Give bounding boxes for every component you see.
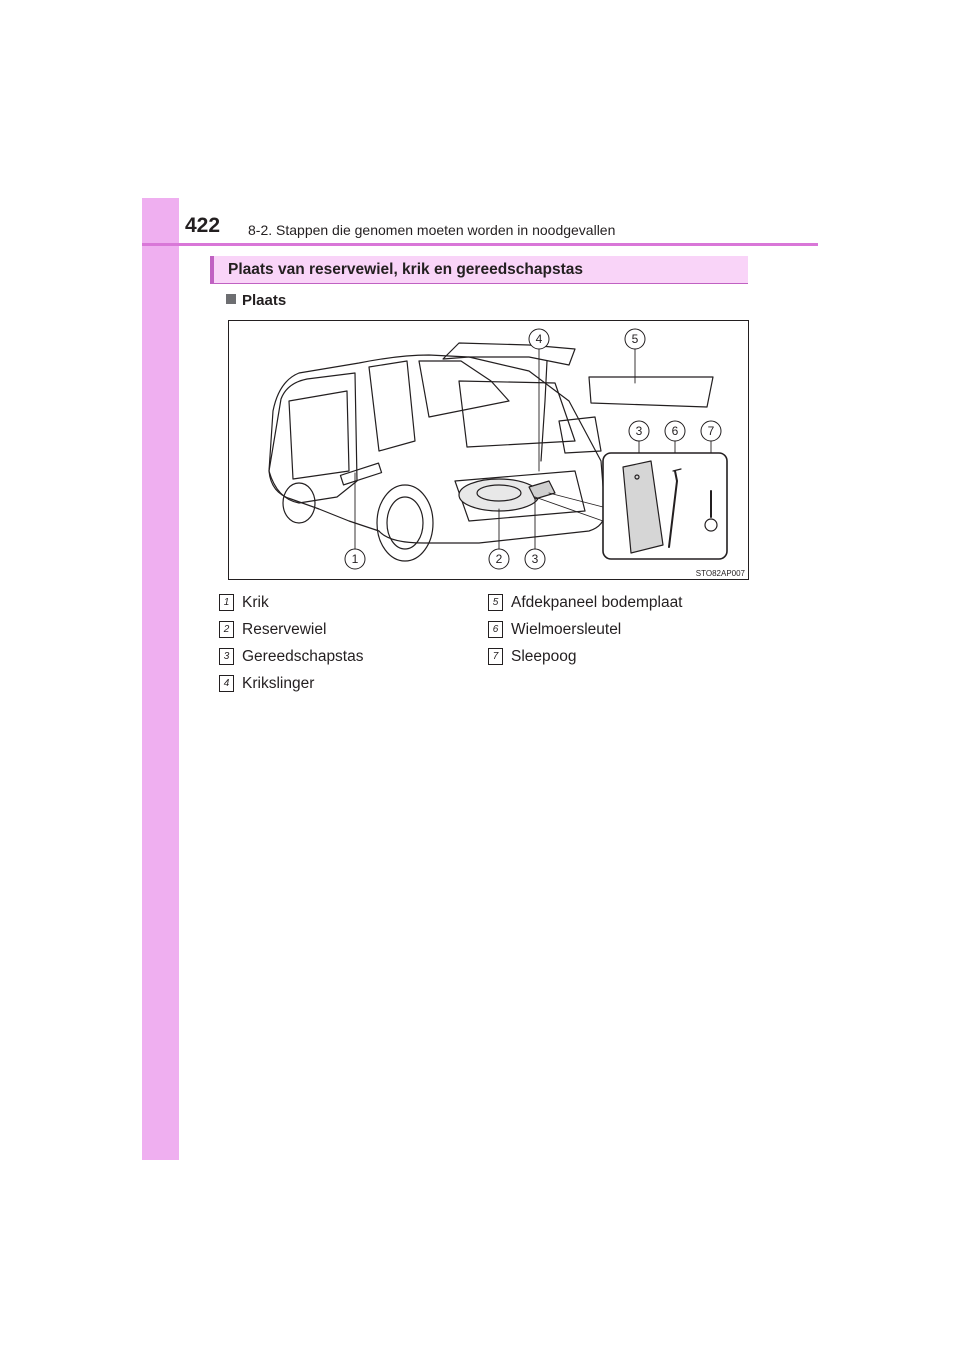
callout-6: 6 [671,424,679,438]
legend-label: Reservewiel [242,621,327,638]
callout-3: 3 [531,552,539,566]
header-rule [142,243,818,246]
square-bullet-icon [226,294,236,304]
number-badge: 7 [488,648,503,665]
callout-5: 5 [631,332,639,346]
side-color-band [142,198,179,1160]
legend-label: Wielmoersleutel [511,621,622,638]
floor-cover-panel [589,377,713,407]
legend-item [219,674,449,694]
number-badge: 2 [219,621,234,638]
open-rear-door [269,373,357,503]
legend-item [488,647,738,667]
figure-code: STO82AP007 [695,569,745,578]
callout-3-inset: 3 [635,424,643,438]
number-badge: 4 [219,675,234,692]
chapter-title: 8-2. Stappen die genomen moeten worden in noodgevallen [248,222,616,238]
number-badge: 1 [219,594,234,611]
callout-2: 2 [495,552,503,566]
number-badge: 3 [219,648,234,665]
callout-4: 4 [535,332,543,346]
legend-item [219,620,449,640]
tools-inset [603,453,727,559]
legend-item [219,647,449,667]
callout-1: 1 [351,552,359,566]
legend-label: Krikslinger [242,675,315,692]
callout-7: 7 [707,424,715,438]
page-number: 422 [185,214,221,237]
legend-item [488,593,738,613]
number-badge: 5 [488,594,503,611]
subheading [226,292,286,309]
legend-item [219,593,449,613]
location-illustration [228,320,749,580]
legend-label: Gereedschapstas [242,648,364,665]
subheading-text: Plaats [242,292,287,309]
car-illustration [229,321,749,580]
section-heading-box [210,256,748,284]
spare-tire [459,479,539,511]
section-title: Plaats van reservewiel, krik en gereedschapstas [228,261,583,278]
legend-item [488,620,738,640]
legend-label: Krik [242,594,269,611]
number-badge: 6 [488,621,503,638]
legend-label: Afdekpaneel bodemplaat [511,594,683,611]
jack [340,463,381,485]
legend-label: Sleepoog [511,648,577,665]
